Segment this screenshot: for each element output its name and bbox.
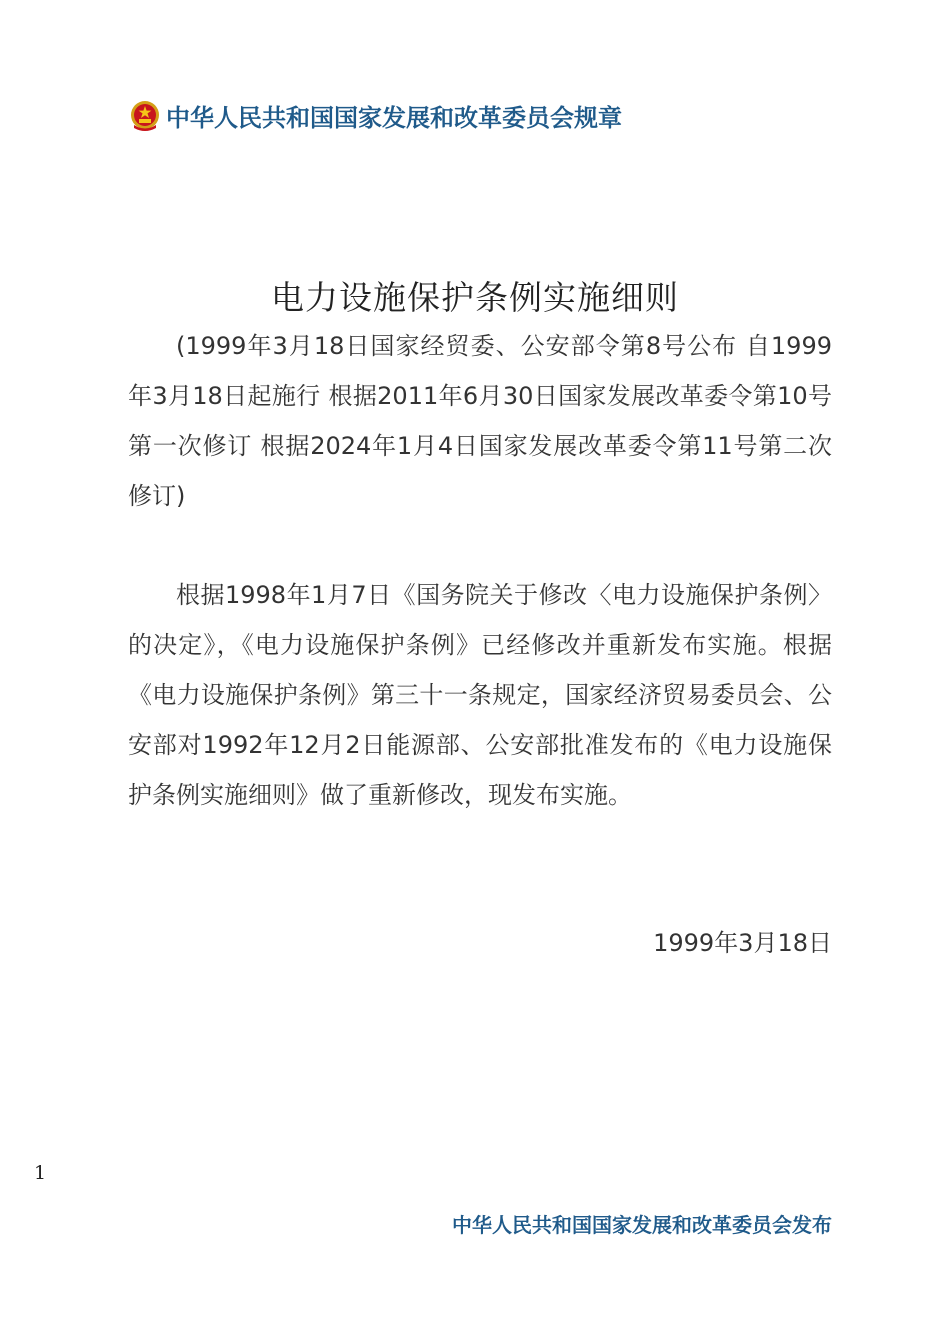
page-number: 1	[34, 1162, 47, 1184]
document-date: 1999年3月18日	[653, 929, 832, 957]
national-emblem-icon	[128, 99, 162, 133]
document-body: 根据1998年1月7日《国务院关于修改〈电力设施保护条例〉的决定》，《电力设施保护条例》已经修改并重新发布实施。根据《电力设施保护条例》第三十一条规定，国家经济贸易委员会、公安部对1992年12月2日能源部、公安部批准发布的《电力设施保护条例实施细则》做了重新修改，现发布实施。	[128, 581, 832, 809]
document-preface: (1999年3月18日国家经贸委、公安部令第8号公布 自1999年3月18日起施行 根据2011年6月30日国家发展改革委令第10号第一次修订 根据2024年1月4日国家发展改革委令第11号第二次修订)	[128, 332, 832, 510]
header-title: 中华人民共和国国家发展和改革委员会规章	[166, 104, 622, 132]
footer-publisher: 中华人民共和国国家发展和改革委员会发布	[452, 1213, 832, 1237]
page-header	[128, 98, 622, 133]
document-title: 电力设施保护条例实施细则	[271, 278, 679, 317]
